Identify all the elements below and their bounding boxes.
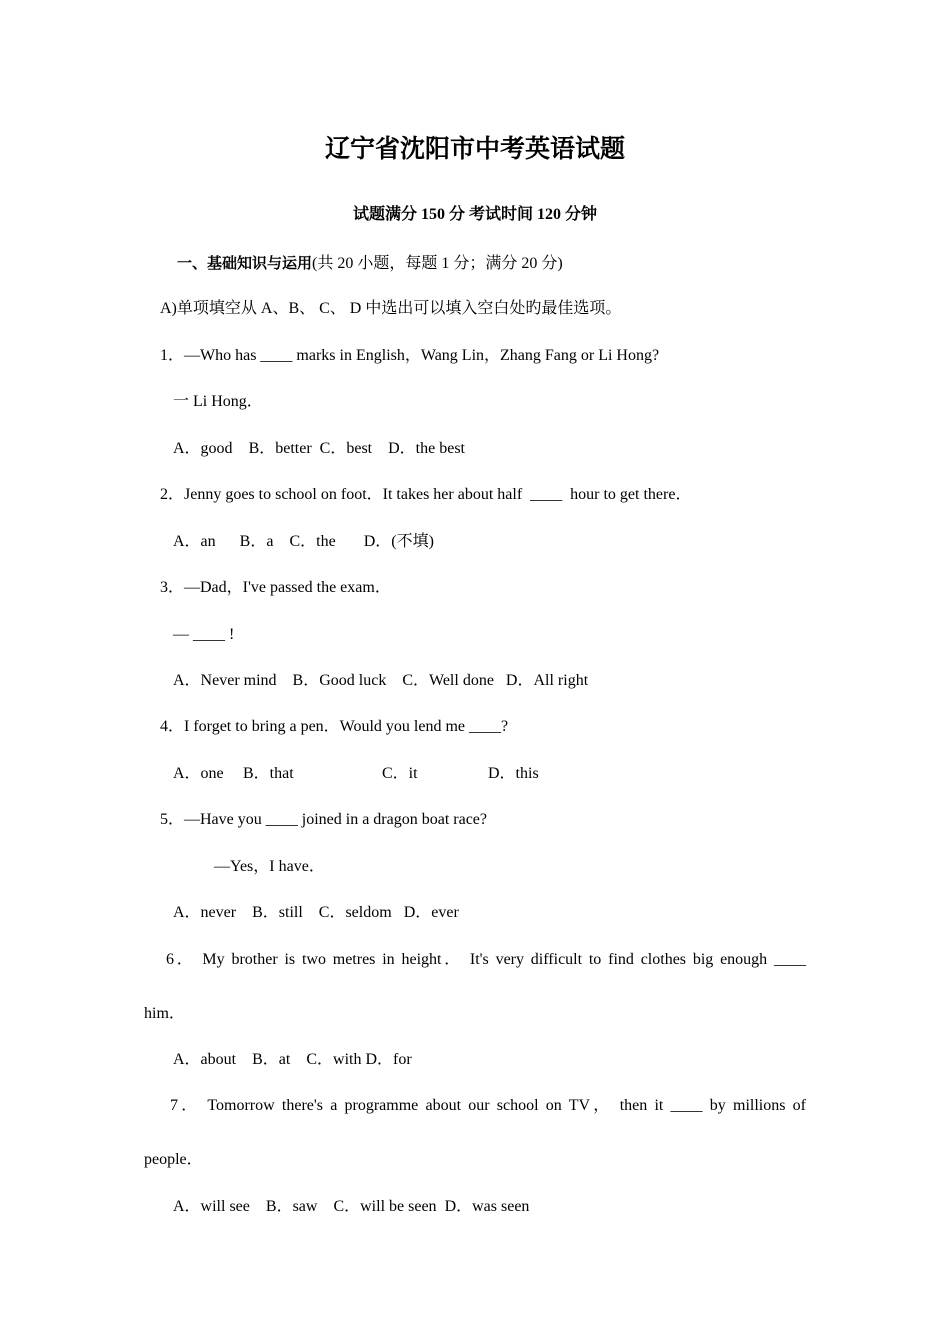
question-4-option-c[interactable]: C．it xyxy=(382,765,418,782)
question-4-options xyxy=(173,764,539,784)
question-5-option-d[interactable]: D．ever xyxy=(403,904,459,921)
question-5-answer-line: —Yes，I have． xyxy=(214,858,325,875)
question-1-option-b[interactable]: B．better xyxy=(248,440,312,457)
question-7-option-b[interactable]: B．saw xyxy=(265,1198,318,1215)
question-5-stem: 5．—Have you ____ joined in a dragon boat race? xyxy=(160,811,488,828)
question-3-option-d[interactable]: D．All right xyxy=(505,672,589,689)
section-heading-note: (共 20 小题，每题 1 分；满分 20 分) xyxy=(312,255,563,272)
question-1-option-d[interactable]: D．the best xyxy=(388,440,466,457)
question-3-option-a[interactable]: A．Never mind xyxy=(173,672,277,689)
question-1-option-a[interactable]: A．good xyxy=(173,440,233,457)
question-3-option-b[interactable]: B．Good luck xyxy=(292,672,387,689)
question-1-stem: 1．—Who has ____ marks in English，Wang Lin，Zhang Fang or Li Hong? xyxy=(160,347,660,364)
section-heading-title: 一、基础知识与运用 xyxy=(177,254,313,272)
question-5-option-b[interactable]: B．still xyxy=(252,904,303,921)
exam-subtitle: 试题满分 150 分 考试时间 120 分钟 xyxy=(352,206,597,223)
section-heading xyxy=(177,253,563,274)
question-6-option-a[interactable]: A．about xyxy=(173,1051,237,1068)
question-2-option-c[interactable]: C．the xyxy=(289,533,336,550)
question-2-option-b[interactable]: B．a xyxy=(239,533,274,550)
question-3-options xyxy=(173,671,588,691)
question-6-options xyxy=(173,1050,412,1070)
question-3-answer-line: — ____ ! xyxy=(173,626,235,643)
question-2-options xyxy=(173,532,434,552)
question-3-stem: 3．—Dad，I've passed the exam． xyxy=(160,579,391,596)
part-a-instruction: A)单项填空从 A、B、 C、 D 中选出可以填入空白处旳最佳选项。 xyxy=(160,300,622,317)
question-5-options xyxy=(173,903,459,923)
question-1-options xyxy=(173,439,465,459)
question-7-options xyxy=(173,1197,529,1217)
page-title: 辽宁省沈阳市中考英语试题 xyxy=(324,134,625,163)
question-4-option-b[interactable]: B．that xyxy=(243,765,294,782)
question-7-continuation: people． xyxy=(144,1151,203,1168)
question-6-option-d[interactable]: D．for xyxy=(365,1051,412,1068)
question-2-option-a[interactable]: A．an xyxy=(173,533,216,550)
question-4-option-a[interactable]: A．one xyxy=(173,765,224,782)
question-6-option-b[interactable]: B．at xyxy=(252,1051,291,1068)
question-5-option-c[interactable]: C．seldom xyxy=(318,904,392,921)
question-3-option-c[interactable]: C．Well done xyxy=(402,672,494,689)
question-7-option-a[interactable]: A．will see xyxy=(173,1198,250,1215)
question-7-stem: 7． Tomorrow there's a programme about our school on TV， then it ____ by millions of xyxy=(170,1097,806,1114)
question-1-option-c[interactable]: C．best xyxy=(319,440,373,457)
question-1-answer-line: 一 Li Hong． xyxy=(173,393,263,410)
question-2-stem: 2．Jenny goes to school on foot．It takes her about half ____ hour to get there． xyxy=(160,486,692,503)
question-6-stem: 6． My brother is two metres in height． It's very difficult to find clothes big enough ____ xyxy=(166,951,806,968)
question-7-option-d[interactable]: D．was seen xyxy=(444,1198,530,1215)
question-2-option-d[interactable]: D．(不填) xyxy=(363,533,434,550)
question-7-option-c[interactable]: C．will be seen xyxy=(333,1198,437,1215)
question-4-option-d[interactable]: D．this xyxy=(488,765,539,782)
question-4-stem: 4．I forget to bring a pen．Would you lend me ____? xyxy=(160,718,509,735)
question-6-continuation: him． xyxy=(144,1005,185,1022)
question-6-option-c[interactable]: C．with xyxy=(306,1051,362,1068)
question-5-option-a[interactable]: A．never xyxy=(173,904,237,921)
